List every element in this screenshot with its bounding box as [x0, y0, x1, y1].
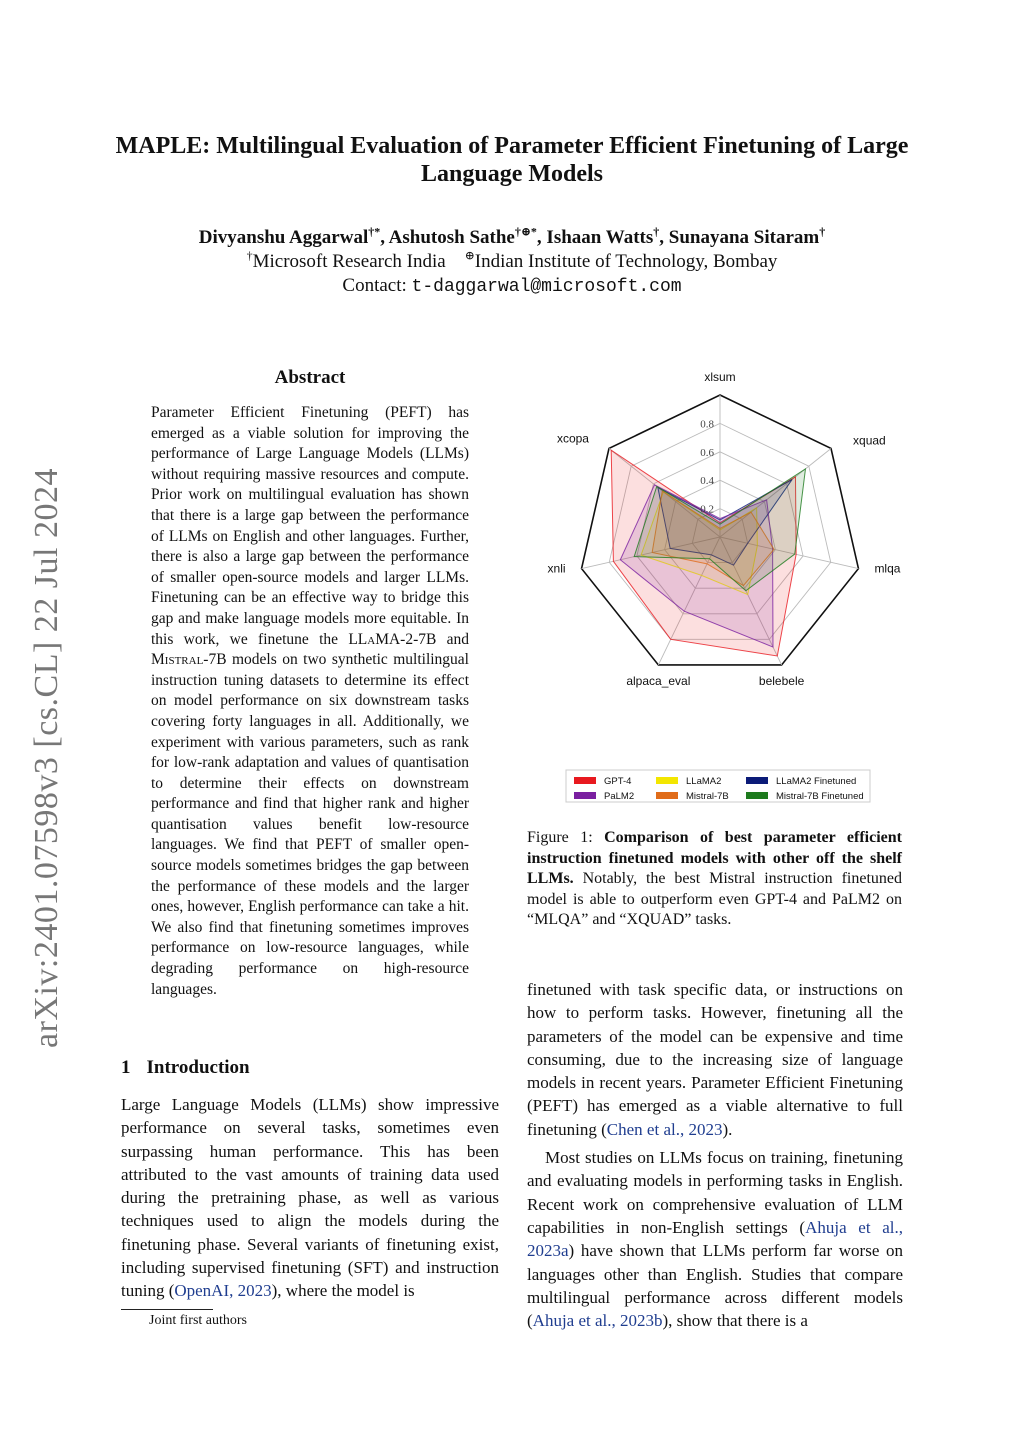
legend-label: LLaMA2 Finetuned: [776, 776, 857, 787]
affiliations: [110, 250, 914, 274]
author-list: [110, 226, 914, 250]
author-separator: ,: [536, 227, 547, 248]
legend-swatch: [574, 777, 596, 784]
legend-swatch: [746, 792, 768, 799]
radar-chart-svg: [520, 362, 920, 822]
section-heading-introduction: [121, 1057, 250, 1079]
axis-label-mlqa: mlqa: [874, 561, 901, 576]
author-name: Ashutosh Sathe: [388, 227, 515, 248]
footnote: Joint first authors: [149, 1313, 247, 1328]
section-title: Introduction: [146, 1057, 250, 1078]
contact-line: [110, 274, 914, 299]
legend-label: Mistral-7B: [686, 791, 729, 802]
intro-paragraph: [121, 1093, 499, 1303]
author-block: [110, 226, 914, 299]
affiliation-mark: ⊕: [464, 248, 475, 263]
paragraph: [527, 1146, 903, 1332]
legend-label: LLaMA2: [686, 776, 722, 787]
paragraph-text: ), show that there is a: [662, 1311, 808, 1331]
legend-swatch: [574, 792, 596, 799]
right-column-text: [527, 978, 903, 1332]
author-marks: †: [653, 224, 660, 239]
paragraph-text: Most studies on LLMs focus on training, finetuning and evaluating models in performing tasks in English. Recent work on comprehensive evaluation of LLM capabilities in non-English settings (: [527, 1148, 903, 1237]
author-separator: ,: [659, 227, 669, 248]
axis-label-xnli: xnli: [547, 561, 566, 576]
model-name: LLaMA-2-7B: [348, 630, 437, 648]
legend-swatch: [656, 777, 678, 784]
figure-caption: [527, 828, 902, 931]
axis-label-xquad: xquad: [853, 433, 886, 448]
intro-text: Large Language Models (LLMs) show impressive performance on several tasks, sometimes even surpassing human performance. This has been attributed to the vast amounts of training data used during the pretraining phase, as well as various techniques used to align the models during the finetuning phase. Several variants of finetuning exist, including supervised finetuning (SFT) and instruction tuning (: [121, 1095, 499, 1301]
axis-label-alpaca-eval: alpaca_eval: [626, 673, 691, 688]
legend-label: PaLM2: [604, 791, 635, 802]
legend-swatch: [746, 777, 768, 784]
paragraph-text: finetuned with task specific data, or instructions on how to perform tasks. However, finetuning all the parameters of the model can be expensive and time consuming, due to the increasing size of language models in recent years. Parameter Efficient Finetuning (PEFT) has emerged as a viable alternative to full finetuning (: [527, 980, 903, 1139]
figure-radar-chart: [520, 362, 920, 822]
citation-link[interactable]: OpenAI, 2023: [174, 1281, 272, 1301]
author-marks: †: [819, 224, 826, 239]
contact-label: Contact:: [342, 275, 407, 296]
author-marks: †⊕*: [514, 224, 537, 239]
abstract-part: models on two synthetic multilingual instruction tuning datasets to determine its effect on model performance on six downstream tasks covering forty languages in all. Additionally, we experiment with various parameters, such as rank for low-rank adaptation and values of quantisation to determine their effects on downstream performance and find that higher rank and higher quantisation values benefit low-resource languages. We find that PEFT of smaller open-source models sometimes bridges the gap between the performance of these models and the larger ones, however, English performance can take a hit. We also find that finetuning sometimes improves performance on low-resource languages, while degrading performance on high-resource languages.: [151, 651, 469, 998]
radial-tick-label: 0.8: [700, 418, 714, 431]
axis-label-xlsum: xlsum: [704, 370, 736, 384]
paper-title: MAPLE: Multilingual Evaluation of Parameter Efficient Finetuning of Large Language Models: [115, 133, 909, 187]
abstract-part: Parameter Efficient Finetuning (PEFT) has emerged as a viable solution for improving the performance of Large Language Models (LLMs) without requiring massive resources and compute. Prior work on multilingual evaluation has shown that there is a large gap between the performance of LLMs on English and other languages. Further, there is also a large gap between the performance of smaller open-source models and larger LLMs. Finetuning can be an effective way to bridge this gap and make language models more equitable. In this work, we finetune the: [151, 404, 469, 648]
paragraph: [527, 978, 903, 1141]
author-name: Sunayana Sitaram: [668, 227, 820, 248]
legend-label: Mistral-7B Finetuned: [776, 791, 864, 802]
author-separator: ,: [380, 227, 389, 248]
contact-email[interactable]: t-daggarwal@microsoft.com: [411, 277, 682, 297]
axis-label-xcopa: xcopa: [556, 431, 589, 446]
caption-bold: Comparison of best parameter efficient instruction finetuned models with other off the shelf LLMs.: [527, 829, 903, 888]
axis-label-belebele: belebele: [758, 673, 805, 688]
affiliation-mark: †: [246, 248, 253, 263]
caption-text: Notably, the best Mistral instruction finetuned model is able to outperform even GPT-4 and PaLM2 on “MLQA” and “XQUAD” tasks.: [527, 870, 902, 929]
citation-link[interactable]: Chen et al., 2023: [606, 1119, 723, 1139]
paragraph-text: ) have shown that LLMs perform far worse on languages other than English. Studies that compare multilingual performance across different models (: [527, 1241, 903, 1331]
radial-tick-label: 0.2: [700, 503, 714, 516]
affiliation-org: Indian Institute of Technology, Bombay: [474, 251, 778, 272]
abstract-part: and: [436, 630, 469, 648]
radial-tick-label: 0.6: [700, 446, 714, 459]
legend-swatch: [656, 792, 678, 799]
paragraph-text: ).: [722, 1119, 733, 1139]
radial-tick-label: 0.4: [700, 475, 714, 488]
citation-link[interactable]: Ahuja et al., 2023a: [527, 1217, 903, 1261]
intro-text: ), where the model is: [271, 1281, 415, 1301]
affiliation-org: Microsoft Research India: [252, 251, 446, 272]
author-name: Divyanshu Aggarwal: [198, 227, 369, 248]
section-number: 1: [121, 1057, 131, 1078]
abstract-text: [151, 403, 469, 1000]
author-marks: †*: [368, 224, 381, 239]
caption-label: Figure 1:: [527, 829, 605, 846]
model-name: Mistral-7B: [151, 651, 227, 669]
citation-link[interactable]: Ahuja et al., 2023b: [532, 1311, 663, 1331]
abstract-heading: Abstract: [274, 367, 346, 388]
legend-label: GPT-4: [604, 776, 632, 787]
footnote-rule: [121, 1309, 213, 1310]
arxiv-id-text: arXiv:2401.07598v3 [cs.CL] 22 Jul 2024: [28, 468, 65, 1048]
author-name: Ishaan Watts: [546, 227, 654, 248]
